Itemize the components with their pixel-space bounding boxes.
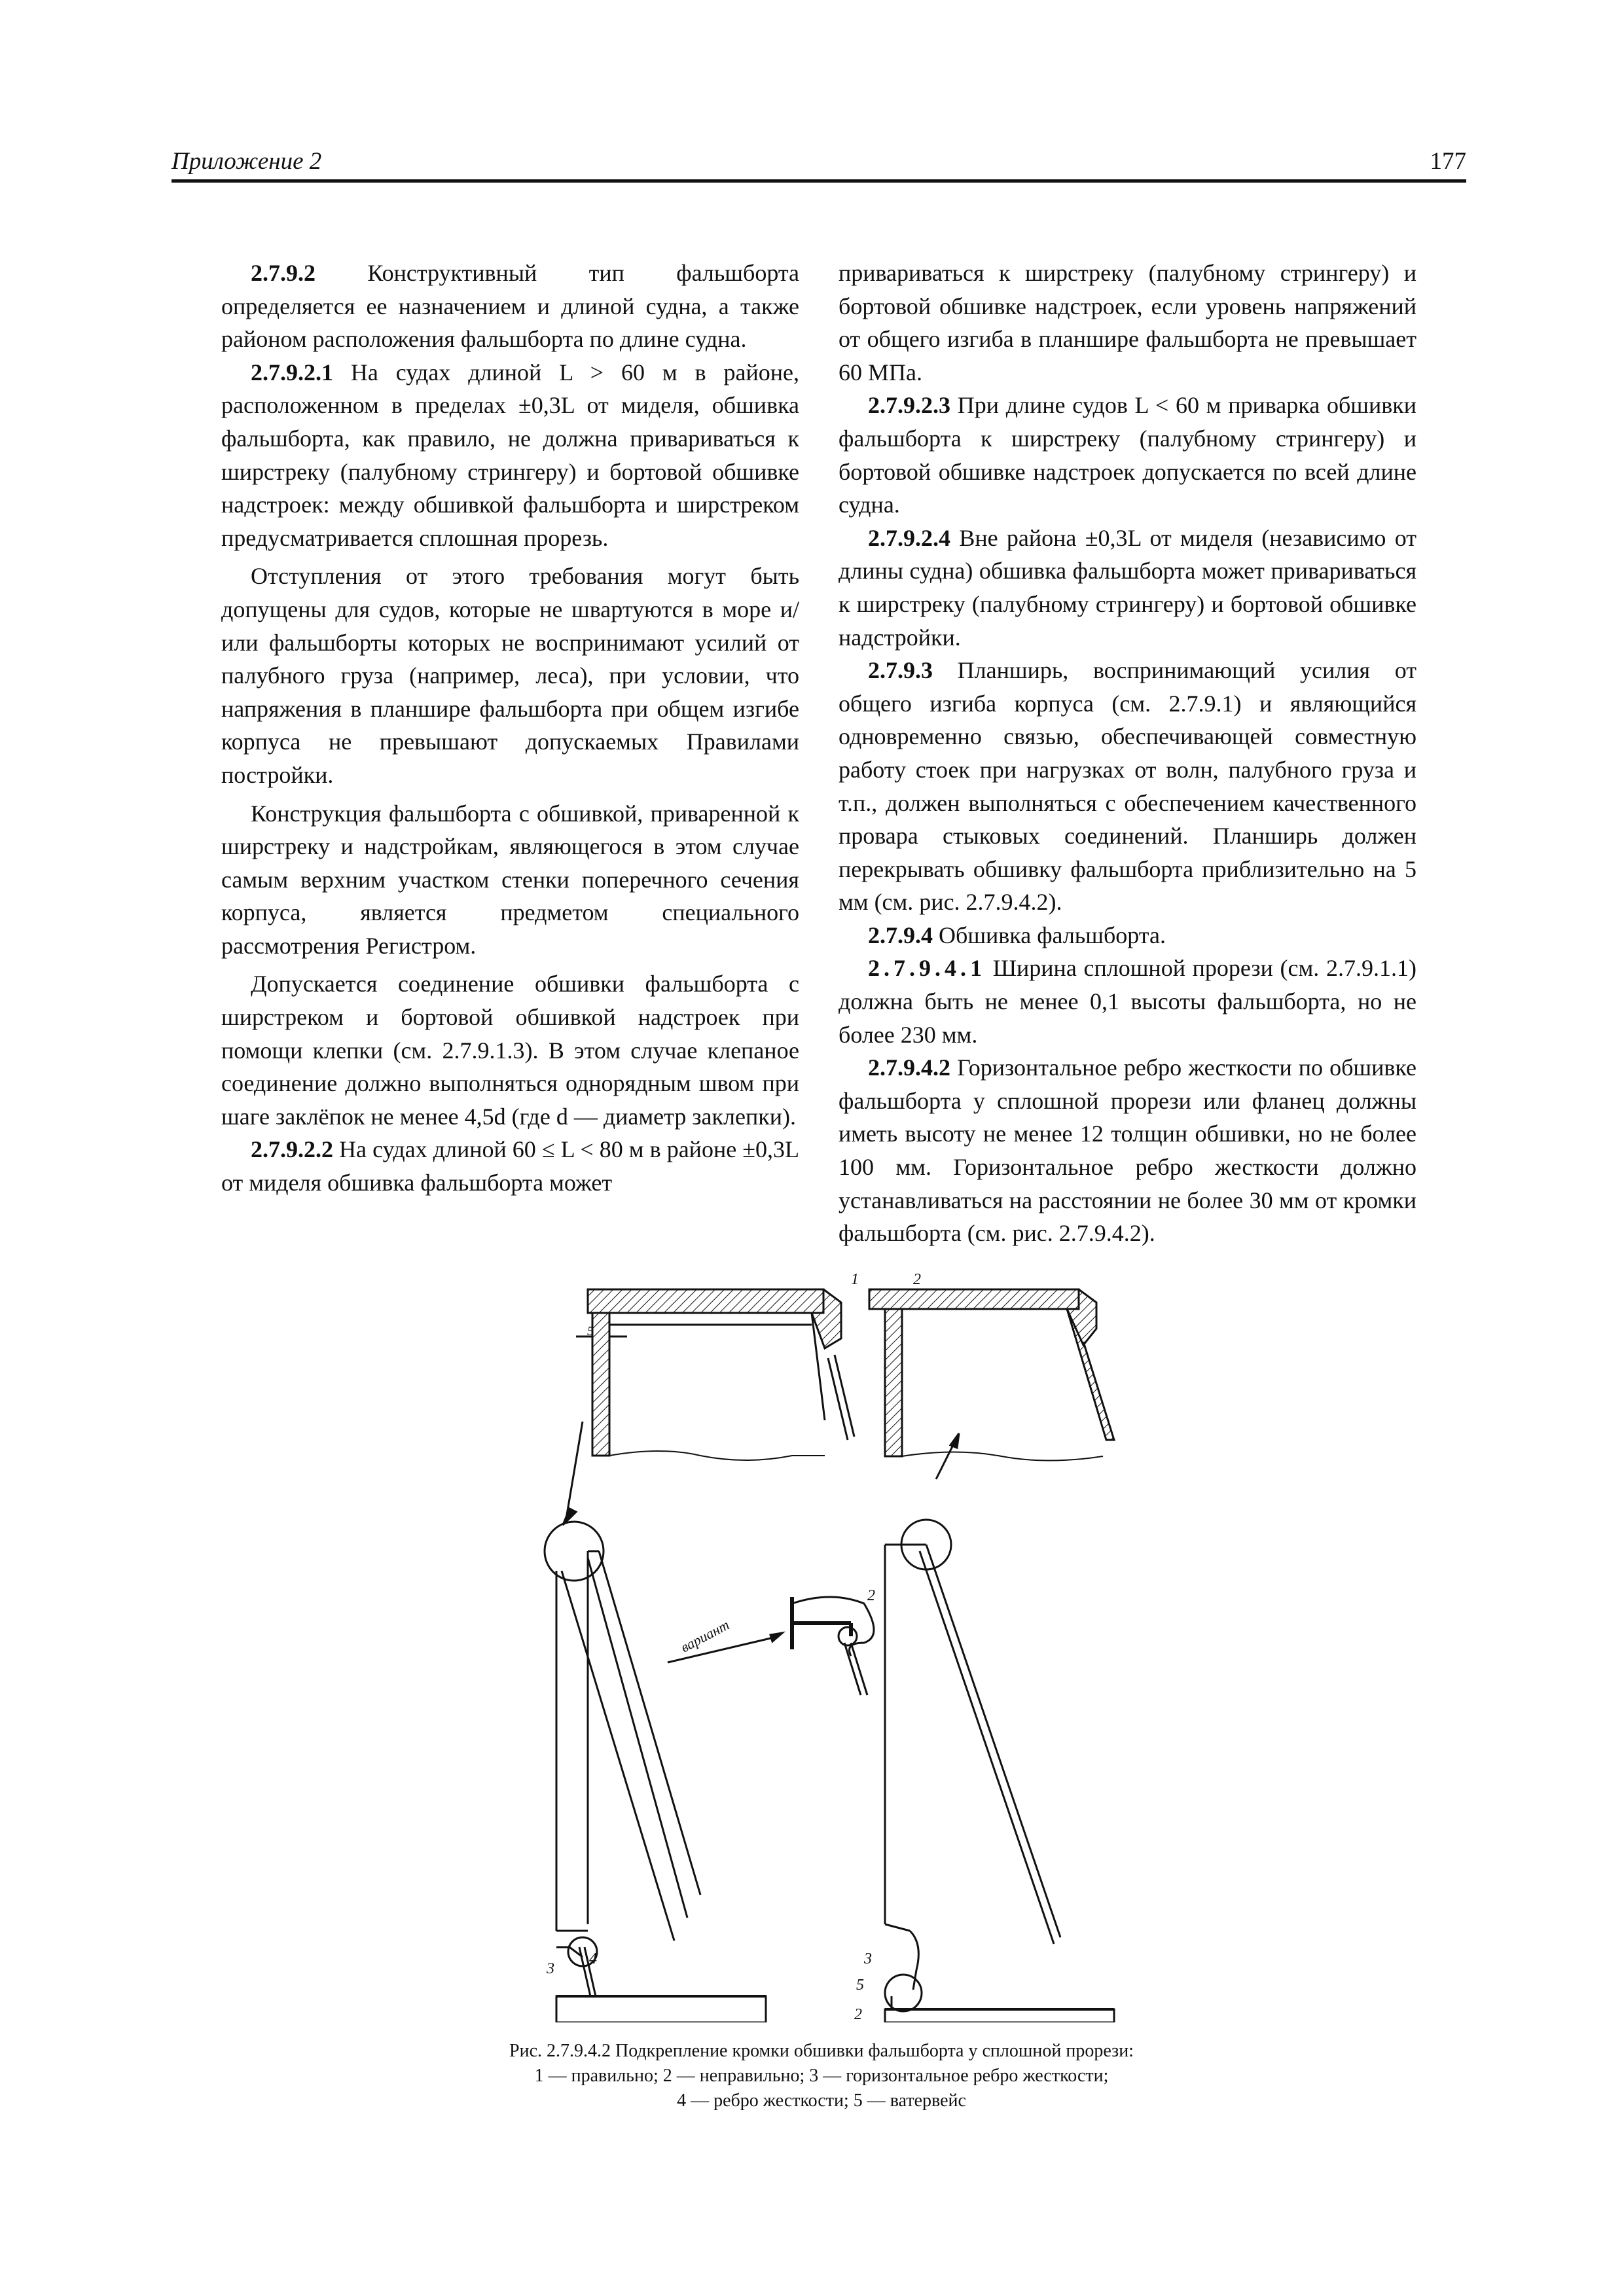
label-5: 5 xyxy=(856,1977,864,1994)
paragraph-text: Допускается соединение обшивки фальшборта с ширстреком и бортовой обшивкой надстроек при помощи клепки (см. 2.7.9.1.3). В этом случае клепаное соединение должно выполняться однорядным швом при шаге заклёпок не менее 4,5d (где d — диаметр заклепки). xyxy=(221,971,799,1130)
clause-number: 2.7.9.2 xyxy=(251,260,316,286)
clause-number: 2.7.9.2.1 xyxy=(251,359,333,386)
label-2-top: 2 xyxy=(913,1271,921,1288)
sketch-wrong xyxy=(885,1433,1114,2022)
paragraph-text: Отступления от этого требования могут быть допущены для судов, которые не швартуются в море и/или фальшборты которых не воспринимают усилий от палубного груза (например, леса), при условии, что напряжения в планшире фальшборта при общем изгибе корпуса не превышают допускаемых Правилами постройки. xyxy=(221,563,799,788)
paragraph-text: При длине судов L < 60 м приварка обшивки фальшборта к ширстреку (палубному стрингеру) и бортовой обшивке надстроек допускается по всей длине судна. xyxy=(839,392,1416,518)
running-title: Приложение 2 xyxy=(171,148,322,175)
page-header xyxy=(171,143,1466,183)
paragraph-text: Вне района ±0,3L от миделя (независимо от длины судна) обшивка фальшборта может привариваться к ширстреку (палубному стрингеру) и бортовой обшивке надстройки. xyxy=(839,524,1416,651)
caption-line: 1 — правильно; 2 — неправильно; 3 — горизонтальное ребро жесткости; xyxy=(534,2066,1109,2086)
paragraph-text: Горизонтальное ребро жесткости по обшивке фальшборта у сплошной прорези или фланец должны иметь высоту не менее 12 толщин обшивки, но не более 100 мм. Горизонтальное ребро жесткости должно устанавливаться на расстоянии не более 30 мм от кромки фальшборта (см. рис. 2.7.9.4.2). xyxy=(839,1054,1416,1247)
paragraph-text: Планширь, воспринимающий усилия от общего изгиба корпуса (см. 2.7.9.1) и являющийся одновременно связью, обеспечивающей совместную работу стоек при нагрузках от волн, палубного груза и т.п., должен выполняться с обеспечением качественного провара стыковых соединений. Планширь должен перекрывать обшивку фальшборта приблизительно на 5 мм (см. рис. 2.7.9.4.2). xyxy=(839,657,1416,916)
variant-label: вариант xyxy=(677,1616,732,1656)
paragraph-text: Конструкция фальшборта с обшивкой, приваренной к ширстреку и надстройкам, являющегося в этом случае самым верхним участком стенки поперечного сечения корпуса, является предметом специального рассмотрения Регистром. xyxy=(221,800,799,959)
paragraph xyxy=(839,654,1416,919)
clause-number: 2.7.9.2.3 xyxy=(868,392,950,419)
clause-number: 2.7.9.3 xyxy=(868,657,933,684)
paragraph xyxy=(221,356,799,555)
paragraph xyxy=(839,1051,1416,1250)
caption-line: 4 — ребро жесткости; 5 — ватервейс xyxy=(677,2090,966,2111)
bulwark-figure xyxy=(484,1270,1159,2022)
clause-number: 2.7.9.4.2 xyxy=(868,1054,950,1081)
paragraph xyxy=(839,952,1416,1051)
sketch-correct xyxy=(545,1422,766,2022)
paragraph-text: Конструктивный тип фальшборта определяется ее назначением и длиной судна, а также районом расположения фальшборта по длине судна. xyxy=(221,260,799,353)
paragraph-text: привариваться к ширстреку (палубному стрингеру) и бортовой обшивке надстроек, если уровень напряжений от общего изгиба в планшире фальшборта не превышает 60 МПа. xyxy=(839,260,1416,386)
paragraph xyxy=(221,257,799,356)
paragraph-text: Ширина сплошной прорези (см. 2.7.9.1.1) должна быть не менее 0,1 высоты фальшборта, но не более 230 мм. xyxy=(839,955,1416,1048)
paragraph xyxy=(839,257,1416,389)
label-1: 1 xyxy=(851,1271,859,1288)
left-column xyxy=(221,257,799,1200)
paragraph-text: Обшивка фальшборта. xyxy=(933,922,1166,948)
clause-number: 2.7.9.4.1 xyxy=(868,955,986,982)
clause-number: 2.7.9.4 xyxy=(868,922,933,948)
paragraph xyxy=(839,389,1416,521)
dimension-label: 5 xyxy=(587,1324,594,1338)
page-number: 177 xyxy=(1430,148,1466,175)
label-4: 4 xyxy=(589,1950,597,1967)
right-column xyxy=(839,257,1416,1250)
paragraph xyxy=(221,967,799,1133)
label-2-bottom: 2 xyxy=(854,2006,862,2022)
paragraph xyxy=(221,560,799,791)
paragraph xyxy=(221,1133,799,1199)
clause-number: 2.7.9.2.4 xyxy=(868,524,950,551)
paragraph xyxy=(221,797,799,963)
paragraph xyxy=(839,919,1416,952)
detail-wrong xyxy=(869,1289,1114,1461)
clause-number: 2.7.9.2.2 xyxy=(251,1136,333,1163)
label-3-left: 3 xyxy=(547,1960,554,1977)
detail-correct xyxy=(576,1289,854,1460)
label-3-right: 3 xyxy=(864,1950,872,1967)
paragraph xyxy=(839,522,1416,654)
caption-line: Рис. 2.7.9.4.2 Подкрепление кромки обшивки фальшборта у сплошной прорези: xyxy=(509,2041,1134,2061)
figure-caption xyxy=(367,2039,1276,2113)
paragraph-text: На судах длиной L > 60 м в районе, расположенном в пределах ±0,3L от миделя, обшивка фальшборта, как правило, не должна привариваться к ширстреку (палубному стрингеру) и бортовой обшивке надстроек: между обшивкой фальшборта и ширстреком предусматривается сплошная прорезь. xyxy=(221,359,799,551)
paragraph-text: На судах длиной 60 ≤ L < 80 м в районе ±0,3L от миделя обшивка фальшборта может xyxy=(221,1136,799,1196)
label-2-inset: 2 xyxy=(867,1587,875,1604)
